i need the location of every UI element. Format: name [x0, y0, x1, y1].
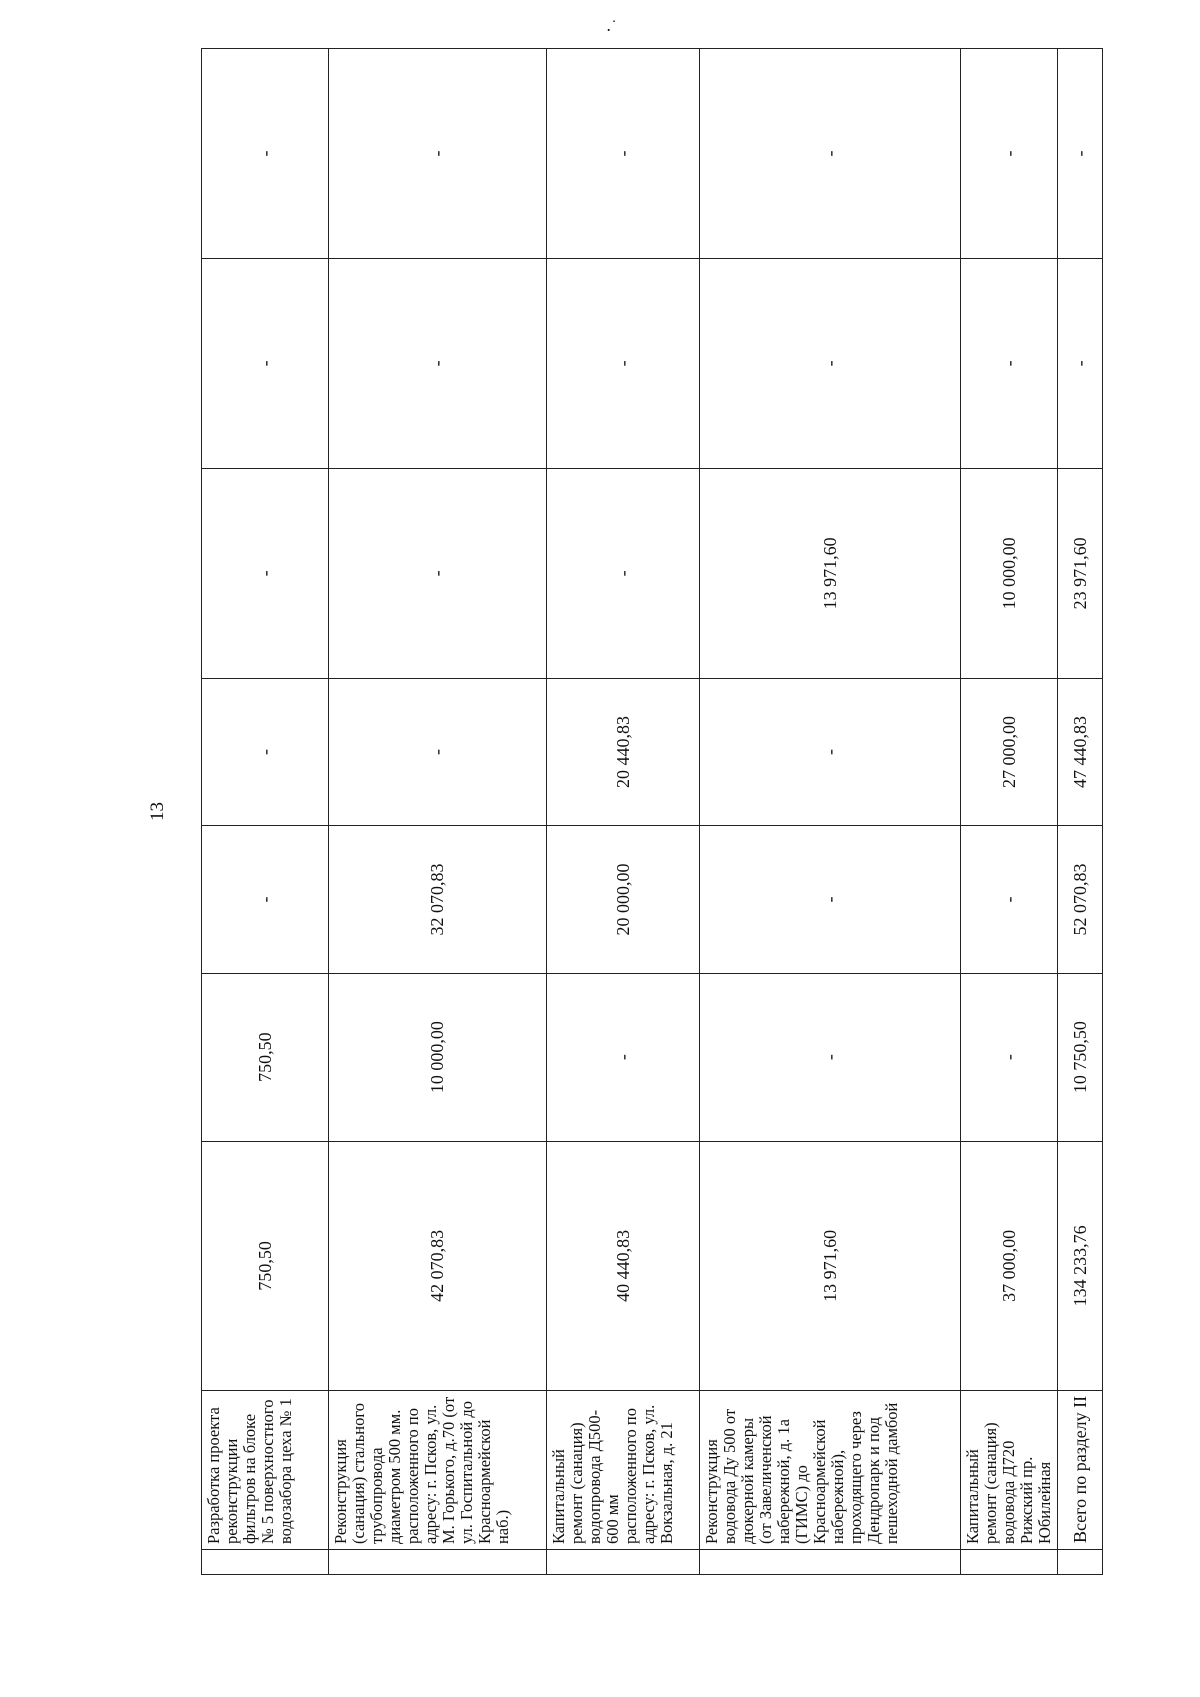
item-title: Капитальный ремонт (санация) водопровода Д500-600 мм расположенного по адресу: г. Псков, ул. Вокзальная, д. 21 — [547, 1391, 700, 1550]
item-title: Реконструкция (санация) стального трубопровода диаметром 500 мм. расположенного по адресу: г. Псков, ул. М. Горького, д.70 (от ул. Госпитальной до Красноармейской наб.) — [329, 1391, 547, 1550]
item-number — [961, 1550, 1058, 1575]
item-number — [547, 1550, 700, 1575]
total-label: Всего по разделу II — [1058, 1391, 1103, 1550]
value-cell: - — [700, 826, 961, 973]
value-cell: - — [202, 678, 329, 825]
table-row — [961, 49, 1058, 1575]
total-value-cell: 23 971,60 — [1058, 468, 1103, 678]
total-value-cell: - — [1058, 258, 1103, 468]
value-cell: - — [329, 258, 547, 468]
value-cell: - — [961, 826, 1058, 973]
total-value-cell: 47 440,83 — [1058, 678, 1103, 825]
item-title: Капитальный ремонт (санация) водовода Д720 Рижский пр. Юбилейная — [961, 1391, 1058, 1550]
value-cell: - — [547, 49, 700, 259]
page-number: 13 — [147, 802, 168, 821]
total-value-cell: 10 750,50 — [1058, 973, 1103, 1141]
value-cell: 13 971,60 — [700, 1141, 961, 1391]
value-cell: 37 000,00 — [961, 1141, 1058, 1391]
value-cell: - — [329, 49, 547, 259]
edge-cell — [1058, 1550, 1103, 1575]
value-cell: - — [547, 258, 700, 468]
value-cell: 750,50 — [202, 1141, 329, 1391]
total-value-cell: 52 070,83 — [1058, 826, 1103, 973]
value-cell: 10 000,00 — [329, 973, 547, 1141]
value-cell: - — [202, 49, 329, 259]
item-number — [700, 1550, 961, 1575]
table-row — [202, 49, 329, 1575]
value-cell: 42 070,83 — [329, 1141, 547, 1391]
value-cell: - — [700, 973, 961, 1141]
item-number — [329, 1550, 547, 1575]
item-title: Реконструкция водовода Ду 500 от дюкерной камеры (от Завеличенской набережной, д. 1а (ГИМС) до Красноармейской набережной), проходящего через Дендропарк и под пешеходной дамбой — [700, 1391, 961, 1550]
item-title: Разработка проекта реконструкции фильтров на блоке № 5 поверхностного водозабора цеха № 1 — [202, 1391, 329, 1550]
value-cell: 20 440,83 — [547, 678, 700, 825]
value-cell: 27 000,00 — [961, 678, 1058, 825]
value-cell: - — [700, 678, 961, 825]
value-cell: - — [961, 258, 1058, 468]
value-cell: - — [700, 258, 961, 468]
value-cell: 32 070,83 — [329, 826, 547, 973]
table-row — [329, 49, 547, 1575]
value-cell: - — [700, 49, 961, 259]
value-cell: - — [547, 973, 700, 1141]
item-number — [202, 1550, 329, 1575]
rotated-page-content — [141, 48, 1094, 1575]
value-cell: - — [547, 468, 700, 678]
value-cell: - — [202, 826, 329, 973]
table-row — [700, 49, 961, 1575]
value-cell: 10 000,00 — [961, 468, 1058, 678]
total-value-cell: - — [1058, 49, 1103, 259]
total-value-cell: 134 233,76 — [1058, 1141, 1103, 1391]
value-cell: 750,50 — [202, 973, 329, 1141]
scan-speck-mark: ․˙ — [606, 18, 617, 35]
value-cell: - — [202, 468, 329, 678]
value-cell: 13 971,60 — [700, 468, 961, 678]
value-cell: - — [202, 258, 329, 468]
value-cell: - — [329, 678, 547, 825]
investment-program-table — [201, 48, 1103, 1575]
value-cell: 40 440,83 — [547, 1141, 700, 1391]
value-cell: 20 000,00 — [547, 826, 700, 973]
value-cell: - — [329, 468, 547, 678]
value-cell: - — [961, 49, 1058, 259]
table-row — [1058, 49, 1103, 1575]
table-row — [547, 49, 700, 1575]
value-cell: - — [961, 973, 1058, 1141]
